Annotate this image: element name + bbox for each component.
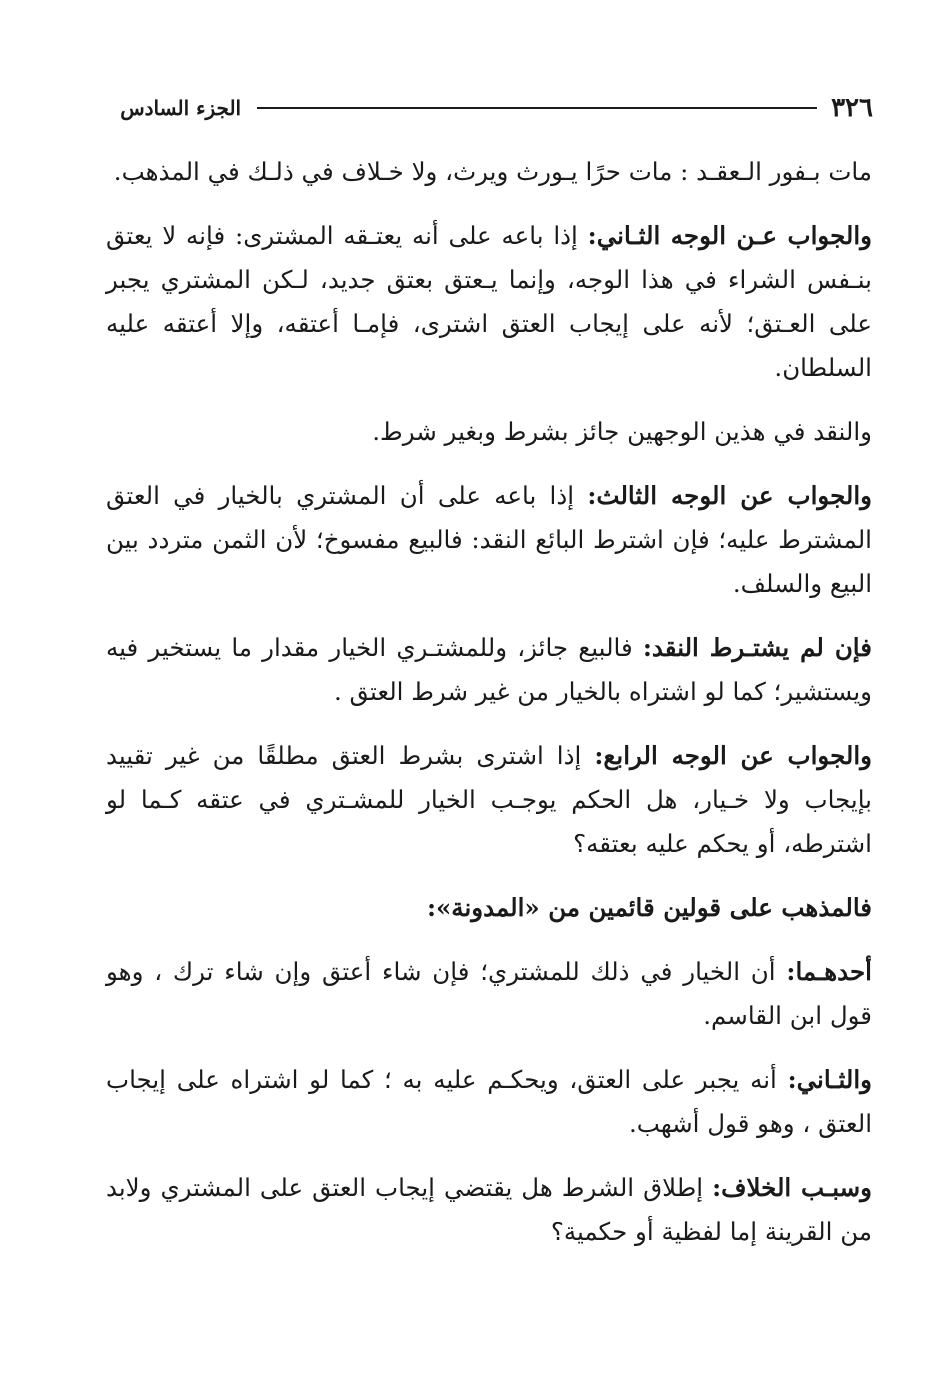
paragraph-text: إذا اشترى بشرط العتق مطلقًا من غير تقييد بإيجاب ولا خـيار، هل الحكم يوجـب الخيار للمشـتري في عتقه كـما لو اشترطه، أو يحكم عليه بعتقه؟ (106, 741, 872, 858)
paragraph (106, 950, 872, 1038)
paragraph-lead: والجواب عن الوجه الرابع: (594, 741, 872, 770)
running-title: الجزء السادس (120, 96, 242, 120)
paragraph (106, 1058, 872, 1146)
header-rule (257, 107, 817, 109)
paragraph-text: إذا باعه على أن المشتري بالخيار في العتق المشترط عليه؛ فإن اشترط البائع النقد: فالبيع مفسوخ؛ لأن الثمن متردد بين البيع والسلف. (106, 481, 872, 598)
paragraph-lead: فإن لم يشتـرط النقد: (642, 633, 872, 662)
paragraph-lead: وسبـب الخلاف: (712, 1173, 872, 1202)
paragraph-text: إذا باعه على أنه يعتـقه المشترى: فإنه لا يعتق بنـفس الشراء في هذا الوجه، وإنما يـعتق بعتق جديد، لـكن المشتري يجبر على العـتق؛ لأنه على إيجاب العتق اشترى، فإمـا أعتقه، وإلا أعتقه عليه السلطان. (106, 221, 872, 382)
paragraph-text: إطلاق الشرط هل يقتضي إيجاب العتق على المشتري ولابد من القرينة إما لفظية أو حكمية؟ (106, 1173, 872, 1246)
paragraph (106, 214, 872, 390)
paragraph-lead: أحدهـما: (786, 957, 872, 986)
paragraph-text: والنقد في هذين الوجهين جائز بشرط وبغير شرط. (372, 417, 872, 446)
paragraph-lead: والجواب عـن الوجه الثـاني: (587, 221, 872, 250)
paragraph-lead: والثـاني: (787, 1065, 872, 1094)
paragraph-text: مات بـفور الـعقـد : مات حرًا يـورث ويرث، ولا خـلاف في ذلـك في المذهب. (113, 157, 872, 186)
body-text (106, 150, 872, 1274)
page-number: ٣٢٦ (831, 93, 873, 123)
paragraph (106, 410, 872, 454)
paragraph (106, 734, 872, 866)
paragraph-text: فالبيع جائز، وللمشتـري الخيار مقدار ما يستخير فيه ويستشير؛ كما لو اشتراه بالخيار من غير شرط العتق . (106, 633, 872, 706)
paragraph (106, 150, 872, 194)
section-heading (106, 886, 872, 930)
paragraph (106, 474, 872, 606)
paragraph-lead: فالمذهب على قولين قائمين من «المدونة»: (426, 893, 872, 922)
page-header (108, 88, 873, 128)
paragraph-text: أنه يجبر على العتق، ويحكـم عليه به ؛ كما لو اشتراه على إيجاب العتق ، وهو قول أشهب. (106, 1065, 872, 1138)
paragraph (106, 626, 872, 714)
paragraph-lead: والجواب عن الوجه الثالث: (587, 481, 872, 510)
paragraph (106, 1166, 872, 1254)
paragraph-text: أن الخيار في ذلك للمشتري؛ فإن شاء أعتق وإن شاء ترك ، وهو قول ابن القاسم. (106, 957, 872, 1030)
